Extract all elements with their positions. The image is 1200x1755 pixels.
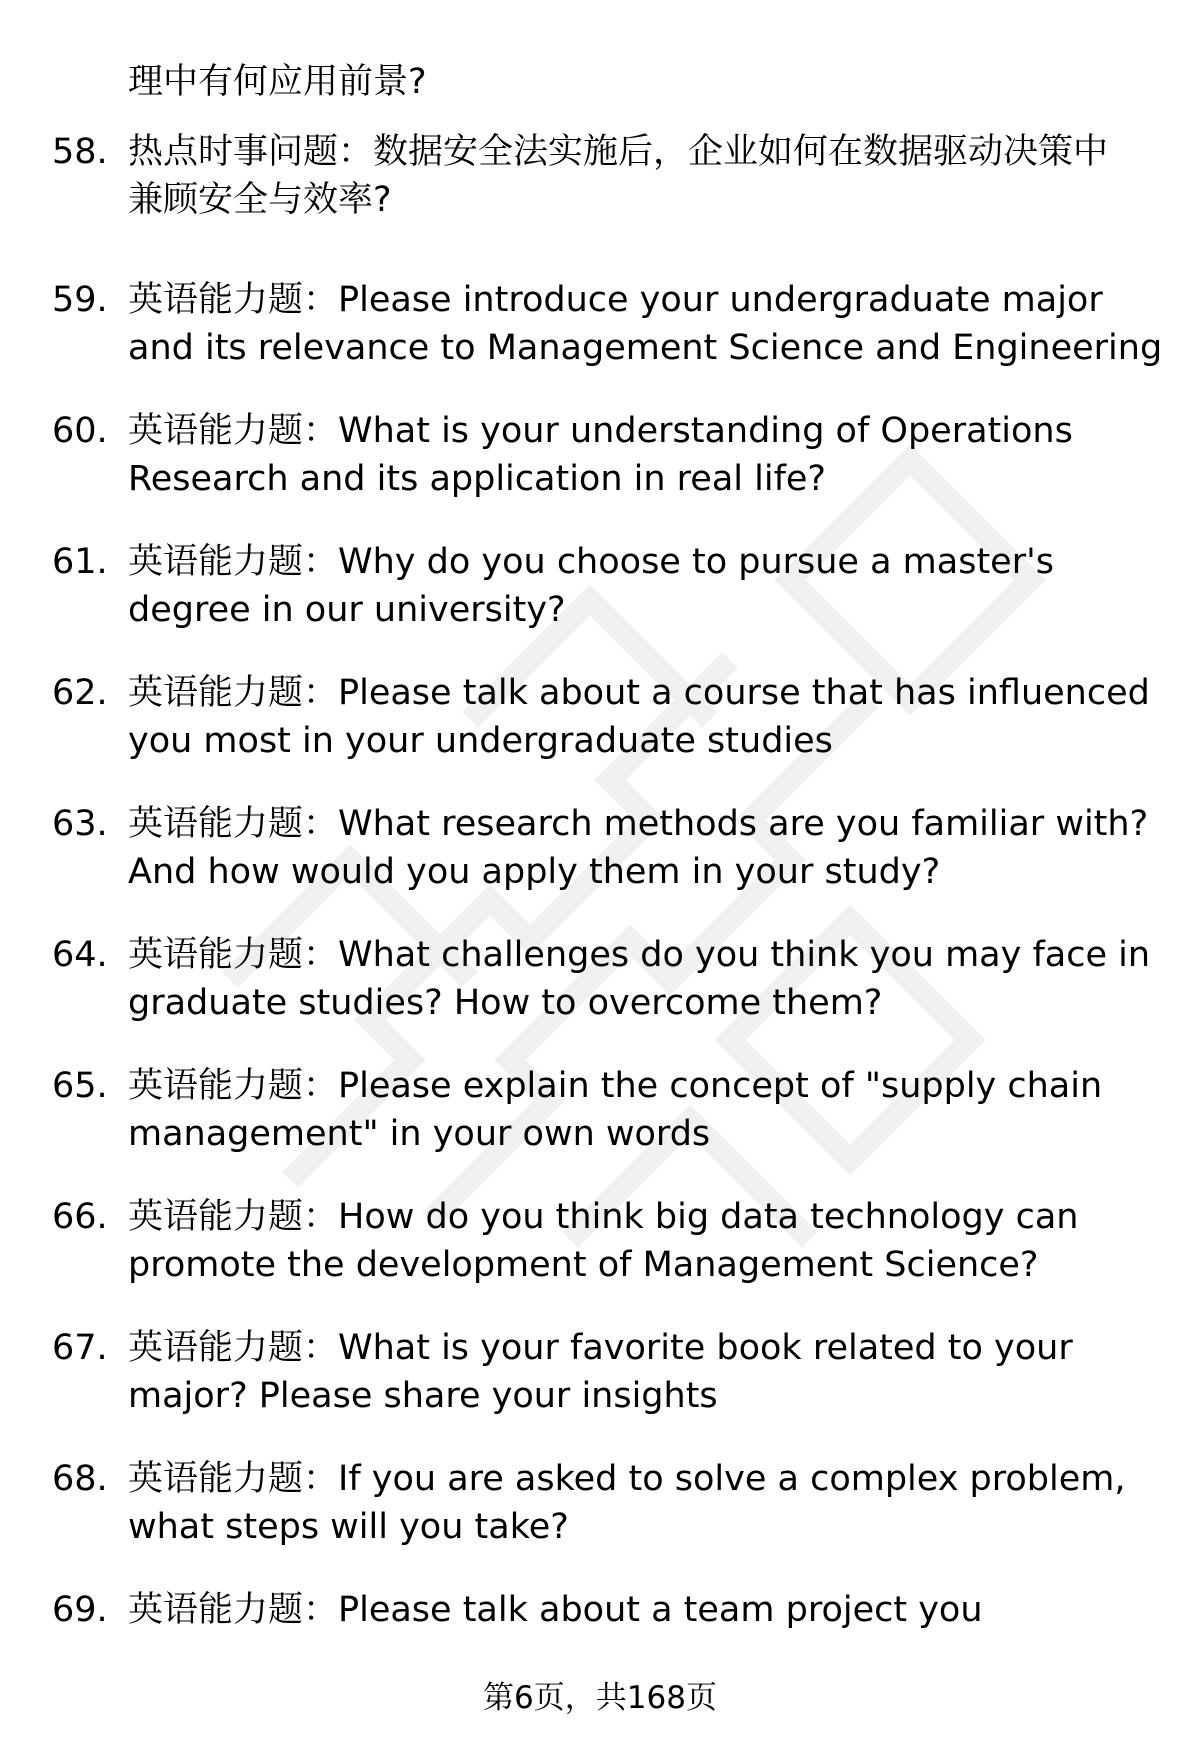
question-line: promote the development of Management Science? (128, 1245, 1039, 1285)
question-line: and its relevance to Management Science and Engineering (128, 328, 1163, 368)
question-number: 63. (52, 804, 108, 844)
question-line: 热点时事问题：数据安全法实施后，企业如何在数据驱动决策中 (128, 132, 1109, 172)
question-number: 62. (52, 673, 108, 713)
question-text (128, 276, 1163, 372)
question-line: 英语能力题：Please introduce your undergraduate major (128, 280, 1103, 320)
question-text (128, 128, 1148, 224)
question-line: 英语能力题：If you are asked to solve a complex problem, (128, 1459, 1126, 1499)
question-line: And how would you apply them in your study? (128, 852, 941, 892)
question-line: 英语能力题：Why do you choose to pursue a master's (128, 542, 1054, 582)
question-text (128, 1062, 1148, 1158)
question-line: 英语能力题：What challenges do you think you may face in (128, 935, 1151, 975)
question-number: 61. (52, 542, 108, 582)
question-line: management" in your own words (128, 1114, 711, 1154)
question-line: 兼顾安全与效率? (128, 180, 392, 220)
question-text (128, 800, 1148, 896)
question-line: Research and its application in real life? (128, 459, 827, 499)
question-text (128, 669, 1148, 765)
question-line: 英语能力题：What is your understanding of Operations (128, 411, 1073, 451)
question-line: 英语能力题：Please talk about a team project you (128, 1590, 983, 1630)
question-text (128, 1324, 1148, 1420)
question-line: 英语能力题：What research methods are you familiar with? (128, 804, 1149, 844)
question-line: you most in your undergraduate studies (128, 721, 833, 761)
question-number: 65. (52, 1066, 108, 1106)
question-number: 66. (52, 1197, 108, 1237)
question-line: 英语能力题：How do you think big data technology can (128, 1197, 1079, 1237)
question-line: major? Please share your insights (128, 1376, 718, 1416)
continuation-text: 理中有何应用前景? (128, 62, 427, 102)
question-line: 英语能力题：Please explain the concept of "supply chain (128, 1066, 1103, 1106)
question-line: degree in our university? (128, 590, 566, 630)
page-number-footer: 第6页，共168页 (483, 1680, 717, 1716)
question-line: graduate studies? How to overcome them? (128, 983, 883, 1023)
question-number: 67. (52, 1328, 108, 1368)
question-text (128, 1193, 1148, 1289)
question-line: 英语能力题：What is your favorite book related to your (128, 1328, 1073, 1368)
question-text (128, 1586, 1148, 1634)
question-text (128, 1455, 1148, 1551)
question-text (128, 931, 1151, 1027)
question-number: 58. (52, 132, 108, 172)
question-number: 69. (52, 1590, 108, 1630)
question-number: 59. (52, 280, 108, 320)
question-text (128, 407, 1148, 503)
question-text (128, 538, 1148, 634)
question-number: 64. (52, 935, 108, 975)
question-number: 60. (52, 411, 108, 451)
question-number: 68. (52, 1459, 108, 1499)
question-line: what steps will you take? (128, 1507, 569, 1547)
question-line: 英语能力题：Please talk about a course that has influenced (128, 673, 1150, 713)
